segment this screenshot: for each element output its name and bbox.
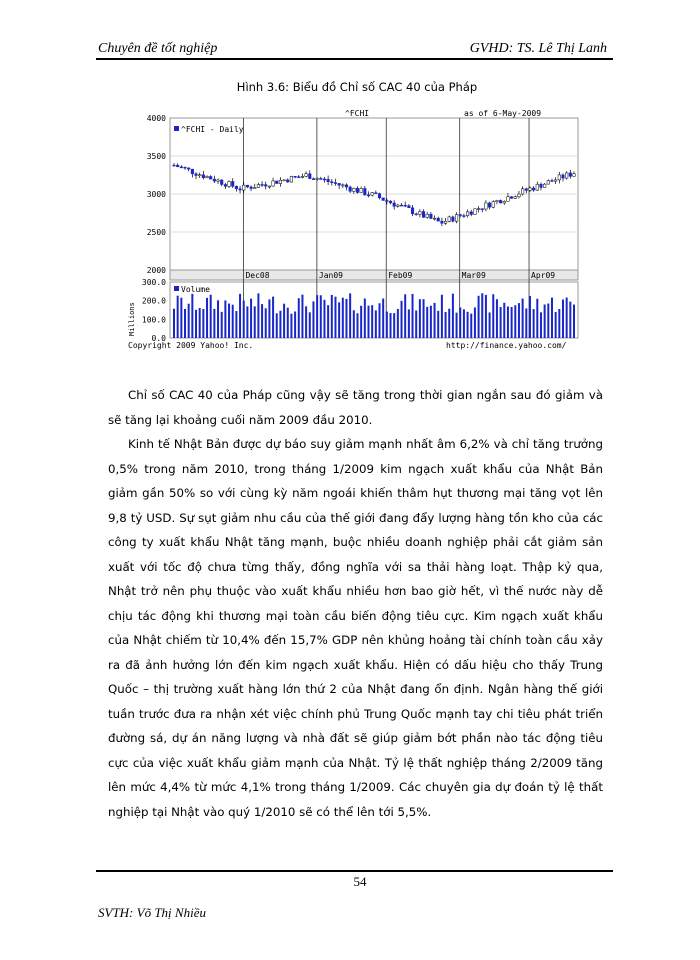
candle-body <box>297 177 300 178</box>
candle-body <box>198 175 201 176</box>
volume-bar <box>489 312 491 338</box>
volume-bar <box>562 300 564 338</box>
candle-body <box>323 179 326 180</box>
candle-body <box>173 165 176 166</box>
price-legend: ^FCHI - Daily <box>181 125 244 134</box>
footer-rule <box>96 870 613 872</box>
volume-bar <box>514 305 516 338</box>
candle-body <box>466 212 469 216</box>
candle-body <box>419 211 422 214</box>
volume-bar <box>496 299 498 338</box>
chart-asof: as of 6-May-2009 <box>464 109 542 118</box>
volume-bar <box>529 296 531 338</box>
candle-body <box>441 221 444 223</box>
volume-bar <box>323 300 325 338</box>
volume-bar <box>500 307 502 338</box>
candle-body <box>239 189 242 190</box>
candle-body <box>275 181 278 184</box>
candle-body <box>364 188 367 194</box>
candle-body <box>187 168 190 169</box>
volume-bar <box>235 311 237 338</box>
candle-body <box>525 189 528 191</box>
candle-body <box>408 206 411 208</box>
candle-body <box>345 185 348 187</box>
volume-bar <box>437 311 439 338</box>
volume-bar <box>316 295 318 338</box>
candle-body <box>312 179 315 180</box>
candle-body <box>426 214 429 217</box>
volume-bar <box>551 298 553 338</box>
volume-bar <box>283 304 285 338</box>
candle-body <box>301 176 304 177</box>
volume-bar <box>547 304 549 338</box>
candle-body <box>213 179 216 181</box>
volume-bar <box>261 304 263 338</box>
volume-bar <box>467 312 469 338</box>
candle-body <box>224 184 227 186</box>
x-tick-label: Mar09 <box>461 271 486 280</box>
volume-bar <box>265 308 267 338</box>
volume-legend-swatch <box>174 286 179 291</box>
candle-body <box>488 203 491 207</box>
volume-bar <box>397 309 399 338</box>
candle-body <box>184 167 187 168</box>
volume-bar <box>345 299 347 338</box>
candle-body <box>477 209 480 210</box>
volume-bar <box>353 310 355 338</box>
volume-bar <box>367 306 369 338</box>
candle-body <box>308 174 311 179</box>
candle-body <box>459 215 462 216</box>
candle-body <box>492 202 495 208</box>
header-rule <box>96 58 613 60</box>
candle-body <box>481 209 484 210</box>
volume-bar <box>412 294 414 338</box>
volume-bar <box>349 293 351 338</box>
volume-bar <box>503 303 505 338</box>
candle-body <box>503 201 506 203</box>
volume-bar <box>390 313 392 338</box>
candle-body <box>444 221 447 223</box>
volume-bar <box>224 300 226 338</box>
footer-left: SVTH: Võ Thị Nhiều <box>98 905 206 920</box>
x-tick-label: Feb09 <box>388 271 413 280</box>
volume-bar <box>268 299 270 338</box>
volume-bar <box>298 298 300 338</box>
candle-body <box>279 180 282 183</box>
volume-bar <box>173 309 175 338</box>
price-tick-label: 2500 <box>146 228 166 237</box>
x-tick-label: Dec08 <box>245 271 270 280</box>
candle-body <box>485 203 488 209</box>
x-tick-label: Jan09 <box>318 271 343 280</box>
volume-bar <box>279 311 281 338</box>
figure-caption: Hình 3.6: Biểu đồ Chỉ số CAC 40 của Pháp <box>236 80 478 94</box>
candle-body <box>375 193 378 194</box>
volume-bar <box>191 294 193 338</box>
volume-bar <box>195 310 197 338</box>
candle-body <box>397 205 400 206</box>
chart-ticker-title: ^FCHI <box>345 109 370 118</box>
volume-bar <box>360 306 362 338</box>
volume-bar <box>331 295 333 338</box>
volume-bar <box>485 295 487 338</box>
candle-body <box>294 176 297 177</box>
candle-body <box>499 200 502 203</box>
candle-body <box>220 180 223 184</box>
volume-bar <box>525 308 527 338</box>
candle-body <box>283 180 286 181</box>
volume-bar <box>401 301 403 338</box>
chart-copyright: Copyright 2009 Yahoo! Inc. <box>128 341 254 350</box>
volume-bar <box>356 313 358 338</box>
candle-body <box>437 218 440 221</box>
volume-bar <box>379 303 381 338</box>
candle-body <box>290 176 293 182</box>
volume-tick-label: 300.0 <box>141 278 166 287</box>
volume-bar <box>364 299 366 338</box>
header-left: Chuyên đề tốt nghiệp <box>98 41 218 56</box>
candle-body <box>353 188 356 191</box>
volume-bar <box>441 295 443 338</box>
volume-bar <box>382 299 384 338</box>
candle-body <box>231 181 234 186</box>
x-tick-label: Apr09 <box>531 271 556 280</box>
volume-legend: Volume <box>181 285 210 294</box>
volume-bar <box>452 294 454 338</box>
volume-bar <box>213 309 215 338</box>
candle-body <box>474 209 477 215</box>
candle-body <box>356 188 359 192</box>
volume-bar <box>415 310 417 338</box>
candle-body <box>272 181 275 186</box>
candle-body <box>342 185 345 186</box>
date-strip <box>170 270 578 280</box>
volume-bar <box>221 312 223 338</box>
candle-body <box>514 197 517 199</box>
price-legend-swatch <box>174 126 179 131</box>
volume-bar <box>470 314 472 338</box>
candle-body <box>518 194 521 197</box>
paragraph-2: Kinh tế Nhật Bản được dự báo suy giảm mạnh nhất âm 6,2% và chỉ tăng trưởng 0,5% trong năm 2010, trong tháng 1/2009 kim ngạch xuất khẩu của Nhật Bản giảm gần 50% so với cùng kỳ năm ngoái khiến thâm hụt thương mại tăng vọt lên 9,8 tỷ USD. Sự sụt giảm nhu cầu của thế giới đang đẩy lượng hàng tồn kho của các công ty xuất khẩu Nhật tăng mạnh, buộc nhiều doanh nghiệp phải cắt giảm sản xuất với tốc độ chưa từng thấy, đồng nghĩa với sa thải hàng loạt. Thập kỷ qua, Nhật trở nên phụ thuộc vào xuất khẩu nhiều hơn bao giờ hết, vì thế nước này dễ chịu tác động khi thương mại toàn cầu biến động tiêu cực. Kim ngạch xuất khẩu của Nhật chiếm từ 10,4% đến 15,7% GDP nên khủng hoảng tài chính toàn cầu xảy ra đã ảnh hưởng lớn đến kim ngạch xuất khẩu. Hiện có dấu hiệu cho thấy Trung Quốc – thị trường xuất hàng lớn thứ 2 của Nhật đang ổn định. Ngân hàng thế giới tuần trước đưa ra nhận xét việc chính phủ Trung Quốc mạnh tay chi tiêu phát triển đường sá, dự án năng lượng và nhà đất sẽ giúp giảm bớt phần nào tác động tiêu cực của việc xuất khẩu giảm mạnh của Nhật. Tỷ lệ thất nghiệp tháng 2/2009 tăng lên mức 4,4% từ mức 4,1% trong tháng 1/2009. Các chuyên gia dự đoán tỷ lệ thất nghiệp tại Nhật vào quý 1/2010 sẽ có thể lên tới 5,5%. <box>108 437 603 819</box>
volume-bar <box>232 305 234 338</box>
candle-body <box>191 169 194 174</box>
volume-bar <box>301 295 303 338</box>
volume-bar <box>287 308 289 338</box>
volume-bar <box>423 299 425 338</box>
volume-bar <box>210 295 212 338</box>
volume-bar <box>246 306 248 338</box>
volume-bar <box>540 312 542 338</box>
candle-body <box>404 205 407 206</box>
candle-body <box>510 197 513 199</box>
candle-body <box>569 173 572 176</box>
volume-bar <box>573 305 575 338</box>
volume-bar <box>474 307 476 338</box>
candle-body <box>371 193 374 195</box>
volume-bar <box>371 305 373 338</box>
candle-body <box>463 216 466 217</box>
volume-bar <box>184 309 186 338</box>
candle-body <box>378 194 381 198</box>
candle-body <box>433 218 436 219</box>
volume-bar <box>481 293 483 338</box>
volume-bar <box>250 299 252 338</box>
volume-bar <box>199 308 201 338</box>
candle-body <box>532 188 535 190</box>
candle-body <box>228 181 231 186</box>
candle-body <box>543 184 546 187</box>
candle-body <box>261 184 264 185</box>
volume-bar <box>312 301 314 338</box>
volume-axis-label: Millions <box>128 302 136 336</box>
volume-bar <box>434 303 436 338</box>
candle-body <box>316 178 319 179</box>
volume-bar <box>404 294 406 338</box>
price-tick-label: 2000 <box>146 266 166 275</box>
volume-bar <box>290 314 292 338</box>
candle-body <box>253 187 256 188</box>
candle-body <box>334 183 337 184</box>
candle-body <box>521 189 524 194</box>
candle-body <box>264 185 267 187</box>
candle-body <box>562 175 565 178</box>
volume-bar <box>507 306 509 338</box>
volume-bar <box>272 297 274 338</box>
candle-body <box>327 179 330 182</box>
candle-body <box>235 186 238 188</box>
volume-tick-label: 0.0 <box>151 334 166 343</box>
volume-bar <box>393 313 395 338</box>
volume-bar <box>569 302 571 338</box>
volume-bar <box>544 304 546 338</box>
volume-bar <box>386 312 388 338</box>
candle-body <box>540 184 543 187</box>
volume-bar <box>338 302 340 338</box>
volume-bar <box>305 306 307 338</box>
volume-bar <box>518 303 520 338</box>
volume-bar <box>566 297 568 338</box>
candle-body <box>415 214 418 215</box>
candle-body <box>257 184 260 187</box>
volume-plot-frame <box>170 282 578 338</box>
candle-body <box>268 186 271 187</box>
candle-body <box>305 174 308 177</box>
candle-body <box>330 182 333 183</box>
candle-body <box>286 180 289 182</box>
volume-bar <box>188 304 190 338</box>
candle-body <box>209 176 212 179</box>
volume-bar <box>202 309 204 338</box>
volume-bar <box>276 313 278 338</box>
volume-bar <box>555 312 557 338</box>
volume-bar <box>463 309 465 338</box>
volume-bar <box>511 307 513 338</box>
price-tick-label: 4000 <box>146 114 166 123</box>
volume-bar <box>419 299 421 338</box>
volume-bar <box>426 307 428 338</box>
candle-body <box>319 178 322 179</box>
volume-bar <box>375 310 377 338</box>
candle-body <box>455 215 458 222</box>
candle-body <box>529 188 532 190</box>
volume-bar <box>445 312 447 338</box>
volume-bar <box>243 301 245 338</box>
candle-body <box>202 175 205 178</box>
chart-source: http://finance.yahoo.com/ <box>446 341 567 350</box>
volume-bar <box>177 296 179 338</box>
header-right: GVHD: TS. Lê Thị Lanh <box>469 41 607 56</box>
volume-bar <box>217 300 219 338</box>
price-tick-label: 3000 <box>146 190 166 199</box>
volume-bar <box>456 313 458 338</box>
candle-body <box>246 185 249 187</box>
candle-body <box>558 175 561 180</box>
candle-body <box>430 214 433 218</box>
candle-body <box>452 217 455 221</box>
volume-bar <box>522 299 524 338</box>
volume-bar <box>239 294 241 338</box>
volume-bar <box>206 298 208 338</box>
paragraph-1: Chỉ số CAC 40 của Pháp cũng vậy sẽ tăng trong thời gian ngắn sau đó giảm và sẽ tăng lại khoảng cuối năm 2009 đầu 2010. <box>108 388 603 427</box>
volume-bar <box>294 311 296 338</box>
candle-body <box>507 197 510 202</box>
candle-body <box>565 173 568 178</box>
volume-tick-label: 100.0 <box>141 315 166 325</box>
candle-body <box>338 183 341 185</box>
price-tick-label: 3500 <box>146 152 166 161</box>
candle-body <box>217 180 220 181</box>
candle-body <box>389 201 392 203</box>
volume-bar <box>228 304 230 338</box>
volume-bar <box>334 297 336 338</box>
volume-bar <box>492 294 494 338</box>
candle-body <box>206 176 209 177</box>
volume-bar <box>408 309 410 338</box>
volume-bar <box>180 298 182 338</box>
candle-body <box>360 188 363 192</box>
candle-body <box>386 200 389 201</box>
candle-body <box>536 184 539 190</box>
candle-body <box>250 187 253 189</box>
volume-bar <box>254 306 256 338</box>
volume-bar <box>459 307 461 338</box>
candle-body <box>551 181 554 182</box>
volume-tick-label: 200.0 <box>141 296 166 306</box>
page-number: 54 <box>353 874 367 889</box>
candle-body <box>382 198 385 201</box>
candle-body <box>180 167 183 168</box>
volume-bar <box>327 305 329 338</box>
candle-body <box>496 200 499 201</box>
volume-bar <box>257 293 259 338</box>
candle-body <box>470 212 473 215</box>
volume-bar <box>448 309 450 338</box>
candle-body <box>393 203 396 206</box>
candle-body <box>367 195 370 196</box>
candle-body <box>573 174 576 177</box>
cac40-chart <box>124 104 586 356</box>
volume-bar <box>478 296 480 338</box>
candle-body <box>411 208 414 214</box>
volume-bar <box>309 312 311 338</box>
volume-bar <box>342 298 344 338</box>
volume-bar <box>320 295 322 338</box>
candle-body <box>176 165 179 167</box>
volume-bar <box>430 306 432 338</box>
candle-body <box>554 180 557 181</box>
volume-bar <box>533 309 535 338</box>
candle-body <box>242 185 245 190</box>
candle-body <box>195 174 198 176</box>
volume-bar <box>536 299 538 338</box>
candle-body <box>422 211 425 217</box>
candle-body <box>448 217 451 221</box>
volume-bar <box>558 309 560 338</box>
candle-body <box>349 187 352 191</box>
candle-body <box>547 181 550 185</box>
candle-body <box>400 205 403 206</box>
